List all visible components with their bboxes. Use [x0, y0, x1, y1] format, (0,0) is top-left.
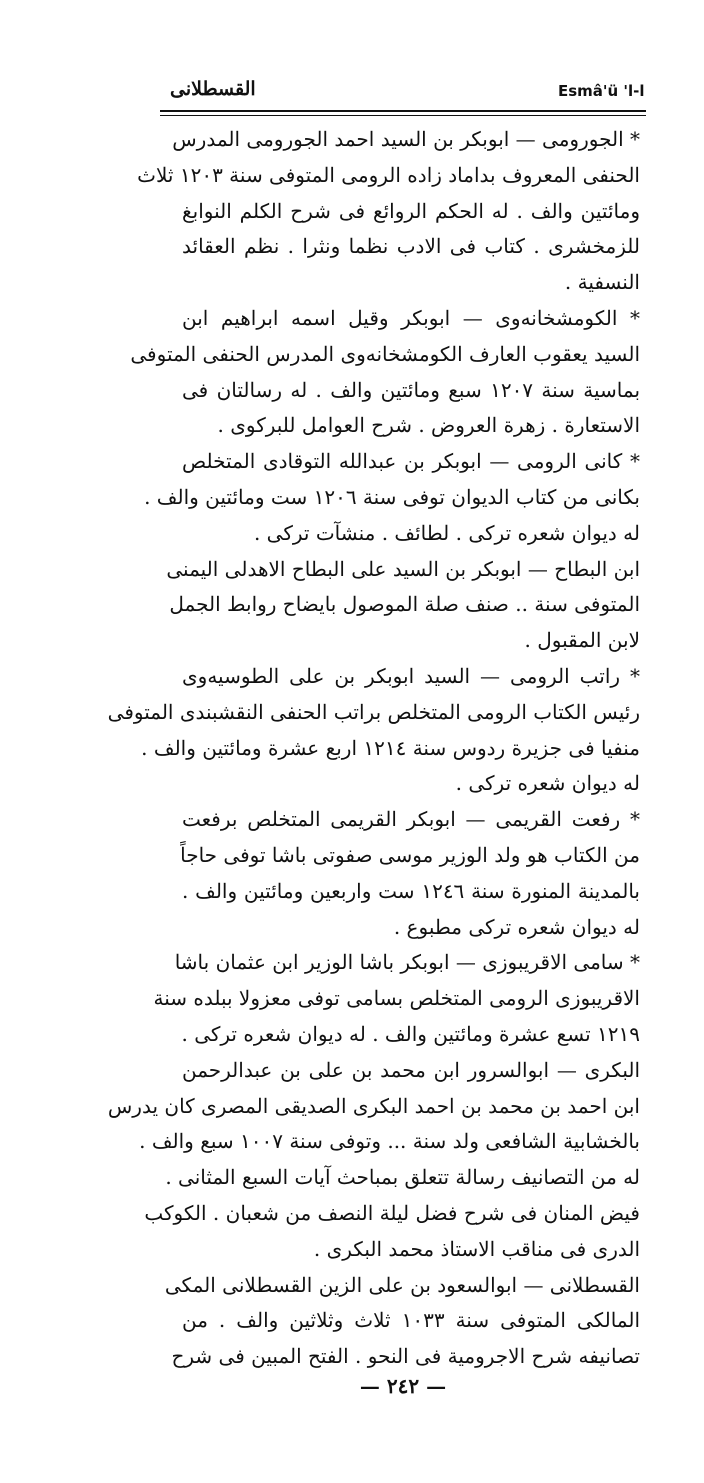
latin-running-head: Esmâ'ü 'l-l [558, 82, 645, 100]
text-line: ومائتين والف . له الحكم الروائع فى شرح الكلم النوابغ [182, 198, 640, 223]
text-line: رئيس الكتاب الرومى المتخلص براتب الحنفى النقشبندى المتوفى [107, 699, 640, 724]
text-line: بماسية سنة ١٢٠٧ سبع ومائتين والف . له رسالتان فى [182, 377, 641, 402]
text-line: فيض المنان فى شرح فضل ليلة النصف من شعبان . الكوكب [144, 1200, 640, 1225]
text-line: الاستعارة . زهرة العروض . شرح العوامل للبركوى . [217, 413, 640, 438]
text-line: له من التصانيف رسالة تتعلق بمباحث آيات السبع المثانى . [165, 1165, 640, 1190]
running-header [160, 78, 646, 108]
text-line: * سامى الاقريبوزى — ابوبكر باشا الوزير ابن عثمان باشا [174, 950, 640, 975]
text-line: القسطلانى — ابوالسعود بن على الزين القسطلانى المكى [164, 1272, 640, 1297]
text-line: له ديوان شعره تركى . لطائف . منشآت تركى . [253, 520, 640, 545]
text-column [107, 122, 646, 1375]
text-line: من الكتاب هو ولد الوزير موسى صفوتى باشا توفى حاجاً [180, 842, 640, 867]
text-line: للزمخشرى . كتاب فى الادب نظما ونثرا . نظم العقائد [182, 234, 640, 259]
text-line: تصانيفه شرح الاجرومية فى النحو . الفتح المبين فى شرح [171, 1344, 640, 1369]
header-rule-thick [160, 110, 646, 112]
text-line: السيد يعقوب العارف الكومشخانه‌وى المدرس الحنفى المتوفى [130, 341, 640, 366]
text-line: النسفية . [564, 270, 640, 295]
text-line: المتوفى سنة .. صنف صلة الموصول بايضاح روابط الجمل [169, 592, 640, 617]
text-line: * رفعت القريمى — ابوبكر القريمى المتخلص برفعت [182, 807, 640, 832]
text-line: بالمدينة المنورة سنة ١٢٤٦ ست واربعين ومائتين والف . [182, 878, 640, 903]
text-line: ابن احمد بن محمد بن احمد البكرى الصديقى المصرى كان يدرس [107, 1093, 640, 1118]
text-line: بالخشابية الشافعى ولد سنة ... وتوفى سنة ١٠٠٧ سبع والف . [139, 1129, 640, 1154]
text-line: له ديوان شعره تركى مطبوع . [393, 914, 640, 939]
text-line: البكرى — ابوالسرور ابن محمد بن على بن عبدالرحمن [182, 1057, 640, 1082]
text-line: الحنفى المعروف بداماد زاده الرومى المتوفى سنة ١٢٠٣ ثلاث [137, 162, 640, 187]
text-line: ١٢١٩ تسع عشرة ومائتين والف . له ديوان شعره تركى . [181, 1021, 640, 1046]
text-line: * الجورومى — ابوبكر بن السيد احمد الجورومى المدرس [172, 127, 640, 151]
arabic-running-head: القسطلانى [170, 78, 256, 100]
text-line: المالكى المتوفى سنة ١٠٣٣ ثلاث وثلاثين والف . من [182, 1308, 641, 1333]
text-line: الاقريبوزى الرومى المتخلص بسامى توفى معزولا ببلده سنة [153, 986, 640, 1011]
text-line: لابن المقبول . [524, 628, 640, 653]
text-line: منفيا فى جزيرة ردوس سنة ١٢١٤ اربع عشرة ومائتين والف . [141, 735, 640, 760]
text-line: ابن البطاح — ابوبكر بن السيد على البطاح الاهدلى اليمنى [166, 556, 640, 581]
text-line: * كانى الرومى — ابوبكر بن عبدالله التوقادى المتخلص [182, 449, 640, 474]
text-line: بكانى من كتاب الديوان توفى سنة ١٢٠٦ ست ومائتين والف . [144, 484, 640, 509]
text-line: الدرى فى مناقب الاستاذ محمد البكرى . [313, 1236, 640, 1261]
text-line: * الكومشخانه‌وى — ابوبكر وقيل اسمه ابراهيم ابن [182, 305, 640, 330]
header-rule-thin [160, 115, 646, 116]
page-number: — ٢٤٢ — [359, 1374, 447, 1398]
text-line: له ديوان شعره تركى . [455, 771, 640, 796]
text-line: * راتب الرومى — السيد ابوبكر بن على الطوسيه‌وى [182, 663, 640, 688]
